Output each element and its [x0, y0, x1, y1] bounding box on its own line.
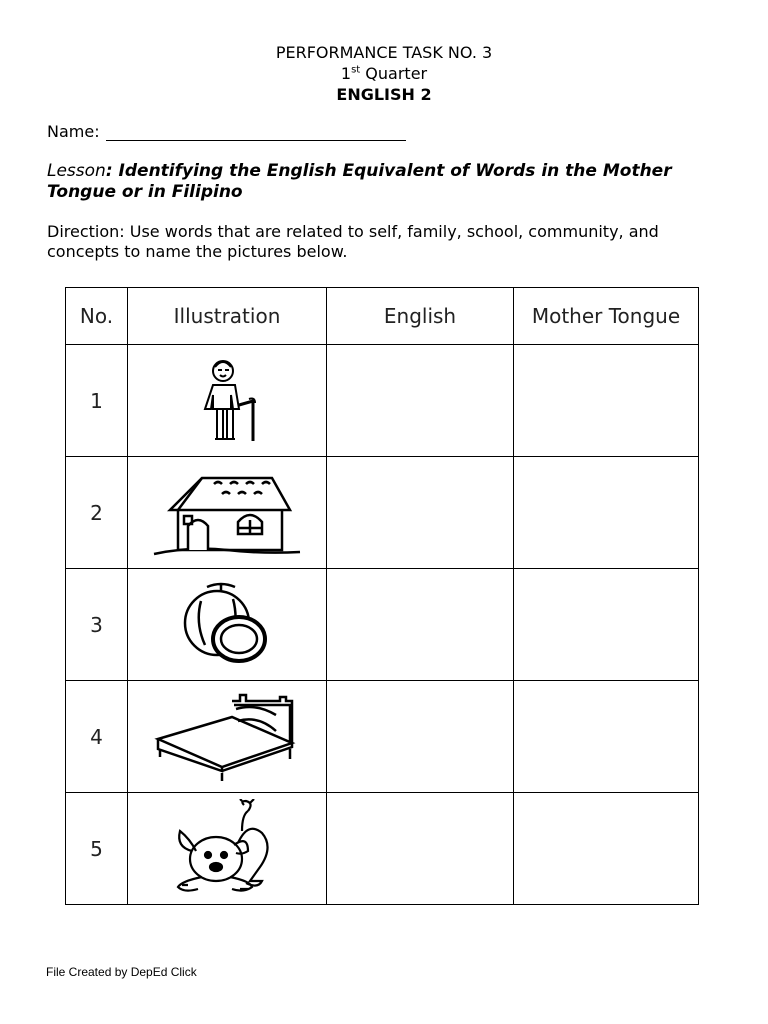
house-icon — [152, 468, 302, 558]
english-answer-cell[interactable] — [327, 793, 514, 905]
grandfather-with-cane-icon — [187, 355, 267, 447]
header-illustration: Illustration — [128, 288, 327, 345]
table-header-row — [66, 288, 699, 345]
document-header — [0, 42, 768, 105]
mother-tongue-answer-cell[interactable] — [514, 681, 699, 793]
row-number: 3 — [66, 569, 128, 681]
table-row — [66, 681, 699, 793]
table-row — [66, 457, 699, 569]
quarter-line — [0, 63, 768, 84]
task-table — [65, 287, 699, 905]
coconut-icon — [177, 579, 277, 671]
illustration-cell — [128, 793, 327, 905]
table-row — [66, 793, 699, 905]
quarter-ordinal: st — [351, 64, 361, 76]
name-row — [47, 122, 406, 141]
illustration-cell — [128, 345, 327, 457]
quarter-number: 1 — [340, 64, 352, 83]
mother-tongue-answer-cell[interactable] — [514, 569, 699, 681]
header-no: No. — [66, 288, 128, 345]
row-number: 2 — [66, 457, 128, 569]
subject-title: ENGLISH 2 — [336, 85, 432, 104]
row-number: 1 — [66, 345, 128, 457]
dog-icon — [172, 799, 282, 899]
illustration-cell — [128, 681, 327, 793]
quarter-label: Quarter — [365, 64, 428, 83]
english-answer-cell[interactable] — [327, 681, 514, 793]
footer-credit: File Created by DepEd Click — [46, 965, 197, 979]
table-row — [66, 345, 699, 457]
row-number: 4 — [66, 681, 128, 793]
name-label: Name: — [47, 122, 100, 141]
bed-icon — [152, 691, 302, 783]
mother-tongue-answer-cell[interactable] — [514, 345, 699, 457]
english-answer-cell[interactable] — [327, 457, 514, 569]
mother-tongue-answer-cell[interactable] — [514, 793, 699, 905]
direction-text: Direction: Use words that are related to self, family, school, community, and concepts to name the pictures below. — [47, 222, 659, 261]
name-blank-line[interactable] — [106, 125, 406, 141]
header-mother-tongue: Mother Tongue — [514, 288, 699, 345]
row-number: 5 — [66, 793, 128, 905]
illustration-cell — [128, 569, 327, 681]
header-english: English — [327, 288, 514, 345]
illustration-cell — [128, 457, 327, 569]
lesson-label: Lesson — [47, 161, 106, 181]
english-answer-cell[interactable] — [327, 345, 514, 457]
lesson-text: : Identifying the English Equivalent of Words in the Mother Tongue or in Filipino — [47, 161, 672, 202]
english-answer-cell[interactable] — [327, 569, 514, 681]
task-title: PERFORMANCE TASK NO. 3 — [275, 43, 493, 62]
table-row — [66, 569, 699, 681]
lesson-statement — [47, 161, 737, 203]
mother-tongue-answer-cell[interactable] — [514, 457, 699, 569]
